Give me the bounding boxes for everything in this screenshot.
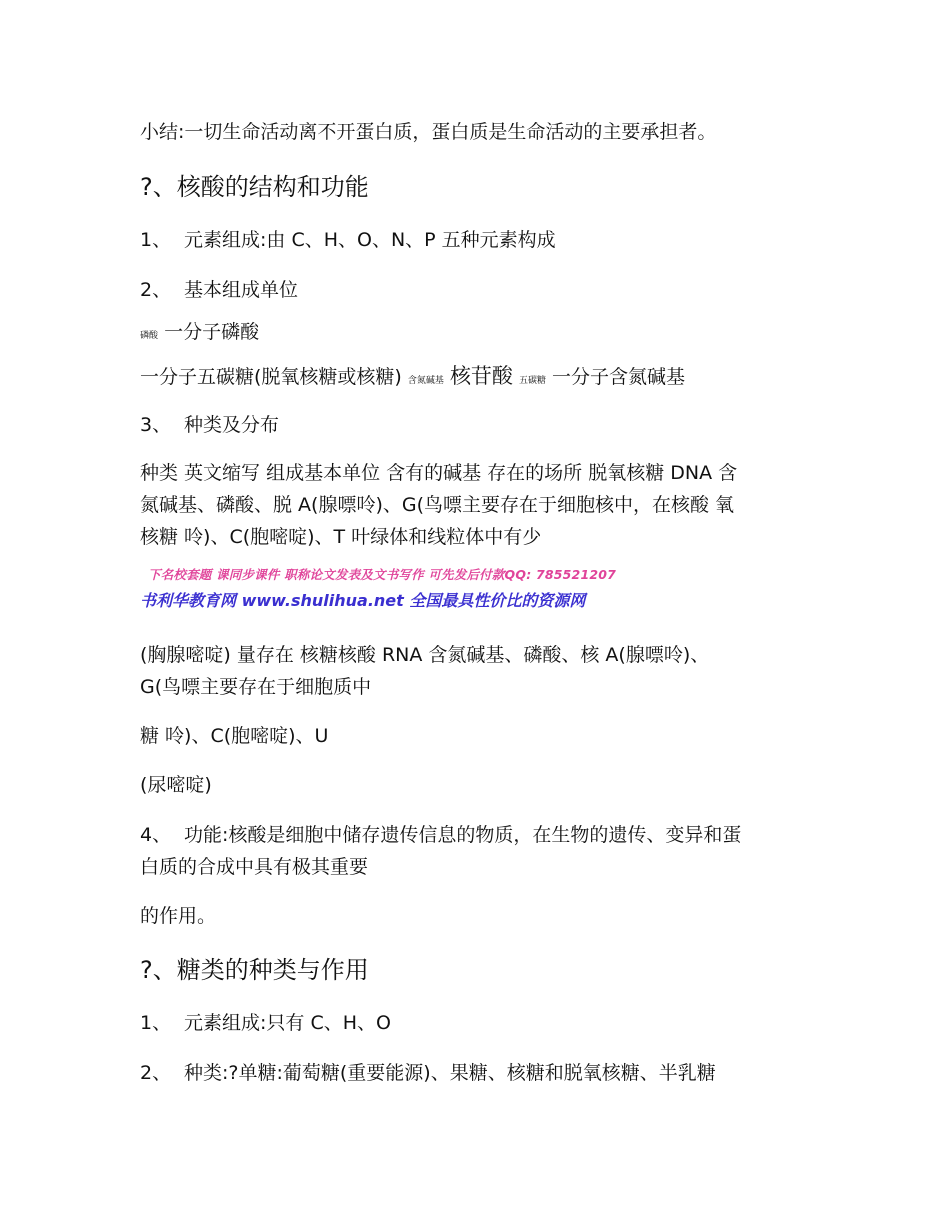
table-text-line-6: 糖 呤)、C(胞嘧啶)、U xyxy=(140,725,329,747)
pentose-text: 一分子五碳糖(脱氧核糖或核糖) xyxy=(140,366,402,388)
small-label-base: 含氮碱基 xyxy=(407,376,444,386)
list-number: 4、 xyxy=(140,824,172,846)
list-number: 3、 xyxy=(140,414,172,436)
base-text: 一分子含氮碱基 xyxy=(552,366,686,388)
list-item-sugar-types xyxy=(140,1061,716,1085)
function-continuation: 白质的合成中具有极其重要 xyxy=(140,856,369,878)
list-number: 1、 xyxy=(140,229,172,251)
summary-line: 小结:一切生命活动离不开蛋白质，蛋白质是生命活动的主要承担者。 xyxy=(140,121,717,143)
table-text-line-4: (胸腺嘧啶) 量存在 核糖核酸 RNA 含氮碱基、磷酸、核 A(腺嘌呤)、 xyxy=(140,644,710,666)
phosphate-line xyxy=(140,320,259,348)
section-heading-carbohydrates: ?、糖类的种类与作用 xyxy=(140,956,369,984)
table-text-line-7: (尿嘧啶) xyxy=(140,774,212,796)
watermark-line-1: 下名校套题 课同步课件 职称论文发表及文书写作 可先发后付款QQ: 785521207 xyxy=(148,567,617,582)
small-label-phosphate: 磷酸 xyxy=(140,331,159,341)
table-text-line-1: 种类 英文缩写 组成基本单位 含有的碱基 存在的场所 脱氧核糖 DNA 含 xyxy=(140,462,738,484)
list-item-text: 功能:核酸是细胞中储存遗传信息的物质，在生物的遗传、变异和蛋 xyxy=(184,824,742,846)
small-label-pentose: 五碳糖 xyxy=(518,376,546,386)
list-item-text: 元素组成:只有 C、H、O xyxy=(184,1012,391,1034)
list-item-text: 基本组成单位 xyxy=(184,279,299,301)
list-item-function xyxy=(140,823,741,847)
watermark-banner xyxy=(140,566,620,614)
function-end: 的作用。 xyxy=(140,905,217,927)
nucleotide-label: 核苷酸 xyxy=(449,364,513,388)
table-text-line-2: 氮碱基、磷酸、脱 A(腺嘌呤)、G(鸟嘌主要存在于细胞核中，在核酸 氧 xyxy=(140,494,735,516)
list-number: 2、 xyxy=(140,1062,172,1084)
phosphate-text: 一分子磷酸 xyxy=(164,321,260,343)
list-item-types-distribution xyxy=(140,413,279,437)
list-number: 2、 xyxy=(140,279,172,301)
section-heading-nucleic-acid: ?、核酸的结构和功能 xyxy=(140,173,369,201)
nucleotide-line xyxy=(140,364,685,393)
list-item-basic-unit xyxy=(140,278,298,302)
table-text-line-3: 核糖 呤)、C(胞嘧啶)、T 叶绿体和线粒体中有少 xyxy=(140,526,542,548)
list-item-text: 种类:?单糖:葡萄糖(重要能源)、果糖、核糖和脱氧核糖、半乳糖 xyxy=(184,1062,716,1084)
list-item-text: 种类及分布 xyxy=(184,414,280,436)
list-number: 1、 xyxy=(140,1012,172,1034)
list-item-sugar-elements xyxy=(140,1011,391,1035)
table-text-line-5: G(鸟嘌主要存在于细胞质中 xyxy=(140,676,372,698)
watermark-line-2: 书利华教育网 www.shulihua.net 全国最具性价比的资源网 xyxy=(140,591,586,610)
list-item-text: 元素组成:由 C、H、O、N、P 五种元素构成 xyxy=(184,229,556,251)
list-item-elements xyxy=(140,228,556,252)
